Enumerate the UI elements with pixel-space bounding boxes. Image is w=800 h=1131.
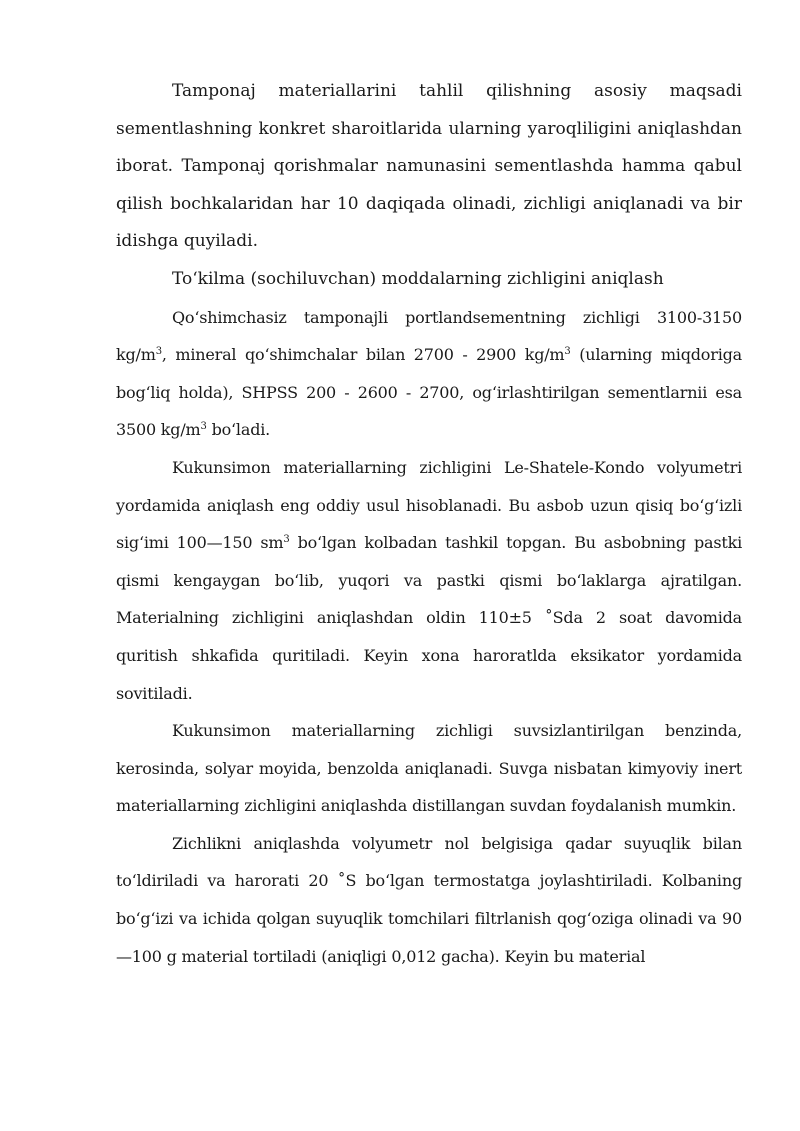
text-run: , mineral qo‘shimchalar bilan 2700 - 2900 kg/m	[161, 345, 565, 365]
superscript: 3	[283, 534, 290, 546]
text-run: Kukunsimon materiallarning zichligini Le-Shatele-Kondo volyumetri yordamida aniqlash eng oddiy usul hisoblanadi. Bu asbob uzun qisiq bo‘g‘izli sig‘imi 100—150 sm	[116, 457, 742, 553]
superscript: 3	[564, 346, 571, 358]
paragraph-purpose: Tamponaj materiallarini tahlil qilishning asosiy maqsadi sementlashning konkret sharoitlarida ularning yaroqliligini aniqlashdan iborat. Tamponaj qorishmalar namunasini sementlashda hamma qabul qilish bochkalaridan har 10 daqiqada olinadi, zichligi aniqlanadi va bir idishga quyiladi.	[116, 81, 742, 252]
paragraph-procedure: Zichlikni aniqlashda volyumetr nol belgisiga qadar suyuqlik bilan to‘ldiriladi va harorati 20 ˚S bo‘lgan termostatga joylashtiriladi. Kolbaning bo‘g‘izi va ichida qolgan suyuqlik tomchilari filtrlanish qog‘oziga olinadi va 90—100 g material tortiladi (aniqligi 0,012 gacha). Keyin bu material	[116, 833, 742, 966]
paragraph-liquids: Kukunsimon materiallarning zichligi suvsizlantirilgan benzinda, kerosinda, solyar moyida, benzolda aniqlanadi. Suvga nisbatan kimyoviy inert materiallarning zichligini aniqlashda distillangan suvdan foydalanish mumkin.	[116, 721, 742, 816]
text-run: bo‘ladi.	[206, 420, 271, 440]
paragraph-volumeter	[116, 449, 742, 712]
superscript: 3	[155, 346, 162, 358]
text-run: Qo‘shimchasiz tamponajli portlandsementning zichligi 3100-3150 kg/m	[116, 307, 742, 365]
superscript: 3	[200, 421, 207, 433]
text-run: (ularning miqdoriga bog‘liq holda), SHPSS 200 - 2600 - 2700, og‘irlashtirilgan sementlarnii esa 3500 kg/m	[116, 345, 742, 440]
section-heading: To‘kilma (sochiluvchan) moddalarning zichligini aniqlash	[172, 268, 664, 289]
text-run: bo‘lgan kolbadan tashkil topgan. Bu asbobning pastki qismi kengaygan bo‘lib, yuqori va pastki qismi bo‘laklarga ajratilgan. Materialning zichligini aniqlashdan oldin 110±5 ˚Sda 2 soat davomida quritish shkafida quritiladi. Keyin xona haroratlda eksikator yordamida sovitiladi.	[116, 533, 742, 703]
paragraph-densities	[116, 299, 742, 449]
document-body	[116, 73, 742, 975]
